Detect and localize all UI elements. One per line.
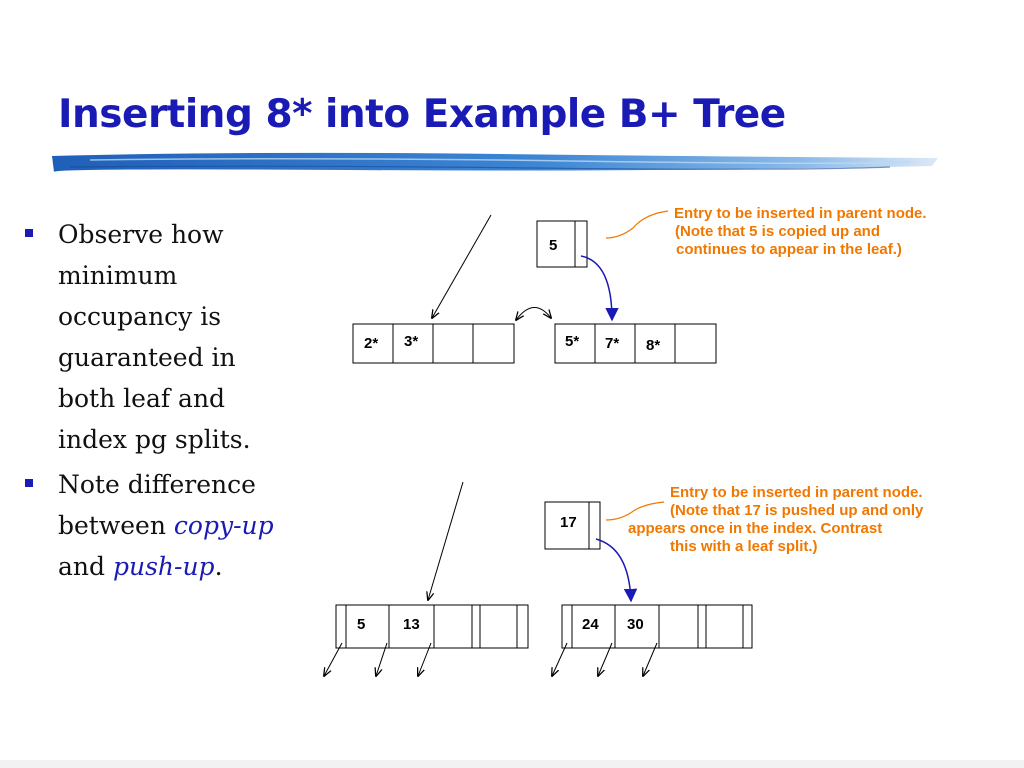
- copy-up-term: copy-up: [173, 511, 274, 540]
- parent-index-node: [545, 502, 600, 549]
- note-line: appears once in the index. Contrast: [628, 520, 883, 537]
- parent-index-key: 17: [560, 514, 577, 531]
- leaf-key: 8*: [646, 337, 661, 354]
- left-index-node: [336, 605, 528, 648]
- incoming-pointer-arrow: [428, 482, 463, 600]
- leaf-split-note: [672, 205, 927, 259]
- bullet-text-prefix: Note difference between: [58, 470, 256, 540]
- note-line: (Note that 17 is pushed up and only: [670, 502, 924, 519]
- index-split-note: [628, 484, 923, 556]
- bullet-text: Observe how minimum occupancy is guaranteed in both leaf and index pg splits.: [58, 220, 251, 454]
- slide-footer-bar: [0, 760, 1024, 768]
- parent-to-node-arrow: [596, 539, 631, 601]
- note-line: Entry to be inserted in parent node.: [674, 205, 927, 222]
- slide-title: Inserting 8* into Example B+ Tree: [58, 92, 786, 137]
- index-key: 13: [403, 616, 420, 633]
- leaf-key: 7*: [605, 335, 620, 352]
- note-line: Entry to be inserted in parent node.: [670, 484, 923, 501]
- note-line: continues to appear in the leaf.): [676, 241, 902, 258]
- incoming-pointer-arrow: [432, 215, 491, 318]
- leaf-split-diagram: [353, 211, 716, 363]
- leaf-key: 3*: [404, 333, 419, 350]
- note-line: this with a leaf split.): [670, 538, 818, 555]
- child-pointer-arrow: [552, 643, 567, 676]
- parent-entry-key: 5: [549, 237, 558, 254]
- note-callout-line: [606, 211, 668, 238]
- leaf-key: 2*: [364, 335, 379, 352]
- index-key: 24: [582, 616, 599, 633]
- left-leaf-node: [353, 324, 514, 363]
- child-pointer-arrow: [324, 643, 342, 676]
- index-key: 30: [627, 616, 644, 633]
- leaf-key: 5*: [565, 333, 580, 350]
- index-key: 5: [357, 616, 366, 633]
- right-index-node: [562, 605, 752, 648]
- note-line: (Note that 5 is copied up and: [675, 223, 881, 240]
- push-up-term: push-up: [112, 552, 215, 581]
- bullet-text-mid: and: [58, 552, 113, 581]
- bullet-text-suffix: .: [214, 552, 223, 581]
- right-leaf-node: [555, 324, 716, 363]
- sibling-link-arrow: [516, 307, 551, 320]
- parent-entry-node: [537, 221, 587, 267]
